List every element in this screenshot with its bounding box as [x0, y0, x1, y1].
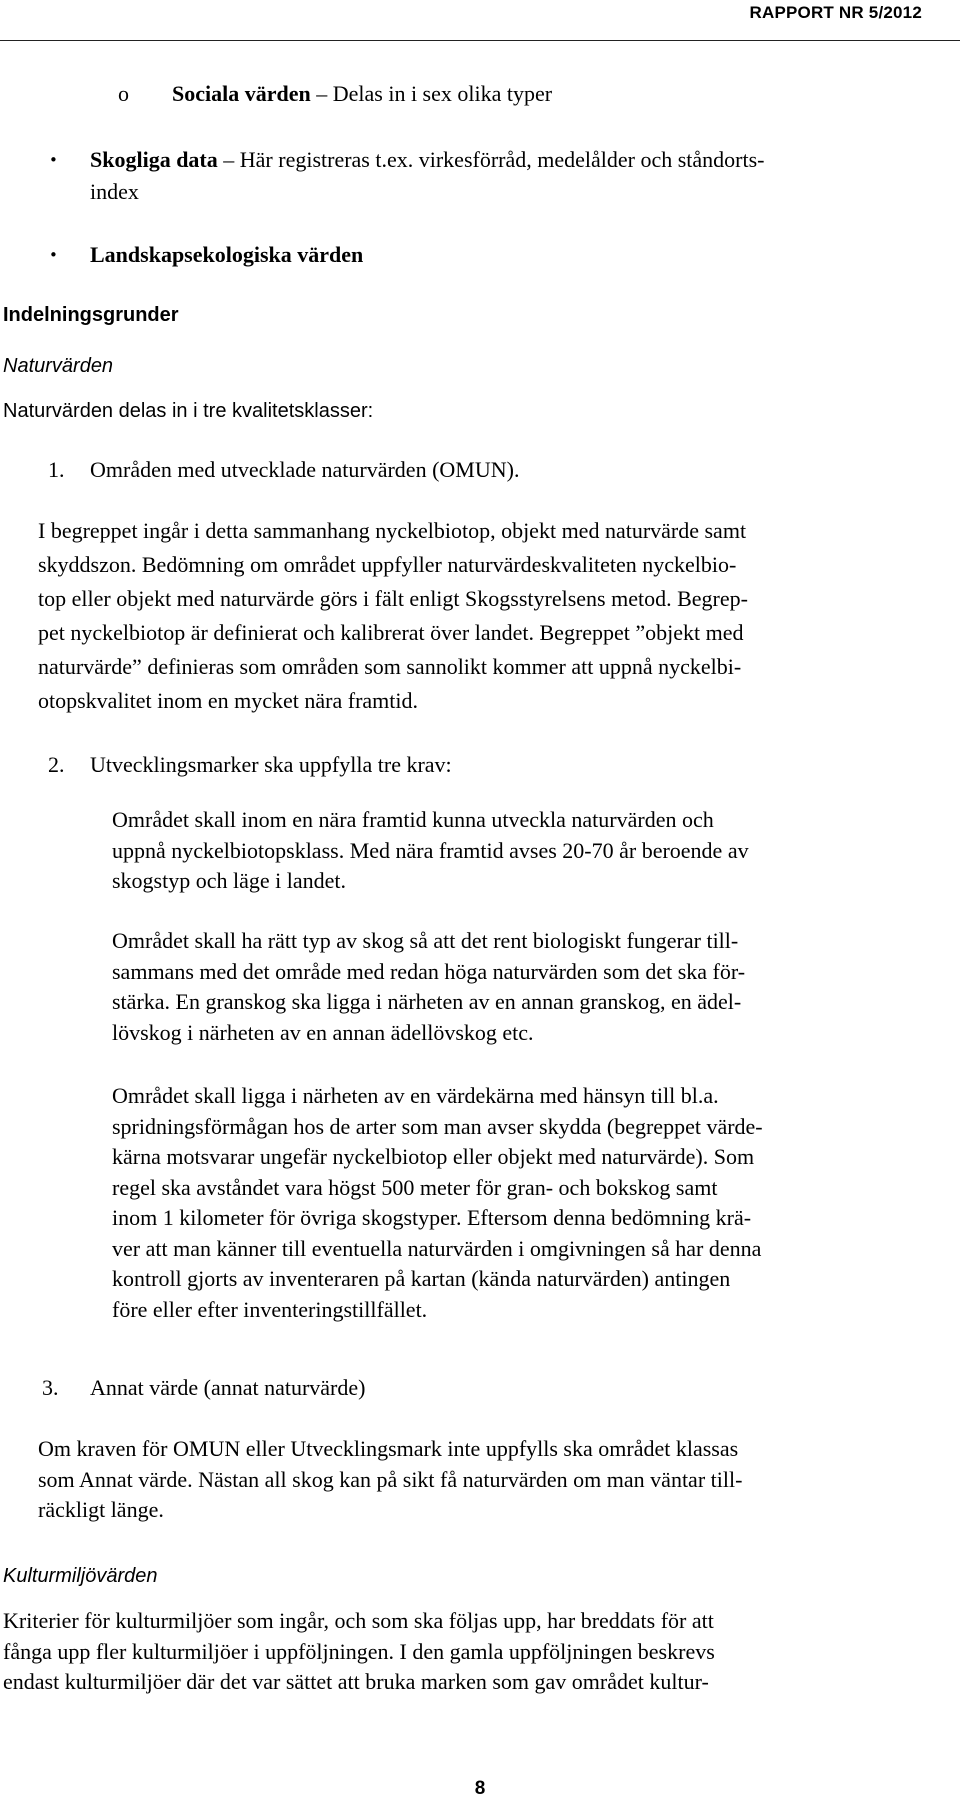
class-1-title: Områden med utvecklade naturvärden (OMUN).: [90, 457, 520, 482]
requirement-1: [112, 805, 749, 897]
text-line: pet nyckelbiotop är definierat och kalibrerat över landet. Begreppet ”objekt med: [38, 620, 744, 645]
bullet-item-skogliga-data: [90, 145, 765, 175]
bullet-icon: •: [49, 246, 58, 264]
report-header-title: RAPPORT NR 5/2012: [749, 3, 922, 22]
text-line: kontroll gjorts av inventeraren på kartan (kända naturvärden) antingen: [112, 1266, 731, 1291]
bullet-item-text: Här registreras t.ex. virkesförråd, medelålder och ståndorts-: [239, 147, 765, 172]
text-line: sammans med det område med redan höga naturvärden som det ska för-: [112, 958, 746, 984]
class-2-number: 2.: [48, 752, 65, 777]
heading-naturvarden: Naturvärden: [3, 355, 114, 377]
class-3-title: Annat värde (annat naturvärde): [90, 1375, 366, 1400]
text-line: otopskvalitet inom en mycket nära framtid.: [38, 688, 419, 713]
requirement-3: [112, 1081, 763, 1325]
text-line: I begreppet ingår i detta sammanhang nyckelbiotop, objekt med naturvärde samt: [38, 518, 747, 543]
page-number: 8: [474, 1778, 486, 1799]
text-line: lövskog i närheten av en annan ädellövskog etc.: [112, 1019, 534, 1045]
naturvarden-intro: Naturvärden delas in i tre kvalitetsklasser:: [3, 400, 374, 422]
text-line: top eller objekt med naturvärde görs i fält enligt Skogsstyrelsens metod. Begrep-: [38, 586, 748, 611]
text-line: spridningsförmågan hos de arter som man avser skydda (begreppet värde-: [112, 1113, 763, 1139]
text-line: Området skall ligga i närheten av en värdekärna med hänsyn till bl.a.: [112, 1083, 719, 1108]
heading-indelningsgrunder: Indelningsgrunder: [3, 304, 179, 326]
text-line: skogstyp och läge i landet.: [112, 868, 347, 893]
class-1-description: [38, 514, 748, 718]
bullet-item-term: Skogliga data: [90, 147, 218, 172]
text-line: Om kraven för OMUN eller Utvecklingsmark inte uppfylls ska området klassas: [38, 1436, 739, 1461]
text-line: kärna motsvarar ungefär nyckelbiotop eller objekt med naturvärde). Som: [112, 1144, 755, 1169]
class-3-description: [38, 1434, 742, 1526]
text-line: Kriterier för kulturmiljöer som ingår, och som ska följas upp, har breddats för att: [3, 1608, 714, 1633]
text-line: naturvärde” definieras som områden som sannolikt kommer att uppnå nyckelbi-: [38, 654, 742, 679]
text-line: skyddszon. Bedömning om området uppfyller naturvärdeskvaliteten nyckelbio-: [38, 552, 737, 577]
kulturmiljovarden-description: [3, 1606, 715, 1698]
text-line: inom 1 kilometer för övriga skogstyper. Eftersom denna bedömning krä-: [112, 1205, 752, 1230]
sub-item-sociala: [172, 79, 552, 109]
text-line: regel ska avståndet vara högst 500 meter för gran- och bokskog samt: [112, 1174, 718, 1200]
sub-item-term: Sociala värden: [172, 81, 311, 106]
text-line: Området skall inom en nära framtid kunna utveckla naturvärden och: [112, 807, 714, 832]
heading-kulturmiljovarden: Kulturmiljövärden: [3, 1565, 158, 1587]
text-line: ver att man känner till eventuella naturvärden i omgivningen så har denna: [112, 1235, 762, 1261]
bullet-item-continuation: index: [90, 179, 139, 204]
text-line: uppnå nyckelbiotopsklass. Med nära framtid avses 20-70 år beroende av: [112, 837, 749, 863]
class-3-number: 3.: [42, 1375, 59, 1400]
bullet-icon: •: [49, 151, 58, 169]
text-line: fånga upp fler kulturmiljöer i uppföljningen. I den gamla uppföljningen beskrevs: [3, 1638, 715, 1664]
text-line: Området skall ha rätt typ av skog så att det rent biologiskt fungerar till-: [112, 928, 739, 953]
class-2-title: Utvecklingsmarker ska uppfylla tre krav:: [90, 752, 452, 777]
bullet-item-landskapsekologiska: Landskapsekologiska värden: [90, 242, 364, 267]
text-line: stärka. En granskog ska ligga i närheten av en annan granskog, en ädel-: [112, 989, 742, 1014]
sub-item-text: Delas in i sex olika typer: [332, 81, 553, 106]
text-line: räckligt länge.: [38, 1497, 164, 1522]
sub-item-dash: –: [316, 81, 328, 106]
text-line: före eller efter inventeringstillfället.: [112, 1296, 428, 1322]
text-line: endast kulturmiljöer där det var sättet att bruka marken som gav området kultur-: [3, 1669, 709, 1694]
bullet-item-dash: –: [223, 147, 235, 172]
requirement-2: [112, 926, 745, 1048]
class-1-number: 1.: [48, 457, 65, 482]
text-line: som Annat värde. Nästan all skog kan på sikt få naturvärden om man väntar till-: [38, 1466, 743, 1492]
sub-item-marker: o: [118, 81, 129, 106]
header-divider: [0, 40, 960, 41]
